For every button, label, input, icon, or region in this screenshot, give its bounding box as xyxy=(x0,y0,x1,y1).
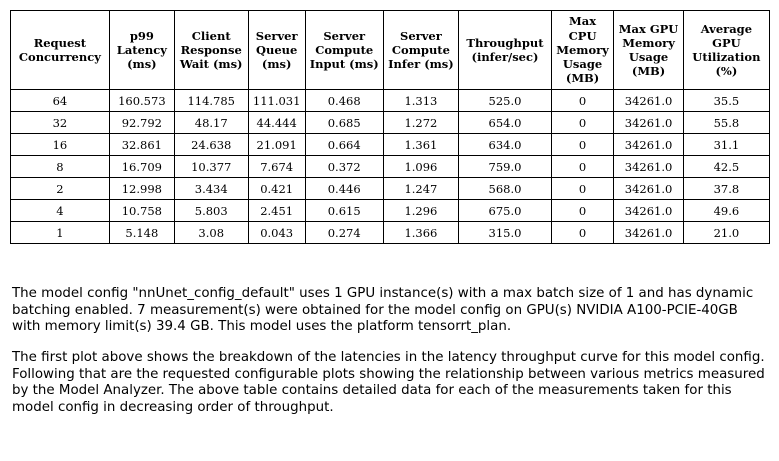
table-cell: 7.674 xyxy=(248,156,305,178)
header-max-gpu-memory: Max GPU Memory Usage (MB) xyxy=(614,11,683,90)
table-header-row xyxy=(11,11,770,90)
table-cell: 34261.0 xyxy=(614,222,683,244)
table-cell: 1.296 xyxy=(383,200,459,222)
table-cell: 0.043 xyxy=(248,222,305,244)
table-cell: 0 xyxy=(551,90,614,112)
table-row xyxy=(11,156,770,178)
table-cell: 1.096 xyxy=(383,156,459,178)
table-cell: 10.377 xyxy=(174,156,248,178)
table-cell: 3.434 xyxy=(174,178,248,200)
table-cell: 1 xyxy=(11,222,110,244)
header-server-compute-input: Server Compute Input (ms) xyxy=(305,11,383,90)
header-throughput: Throughput (infer/sec) xyxy=(459,11,551,90)
header-server-compute-infer: Server Compute Infer (ms) xyxy=(383,11,459,90)
table-cell: 3.08 xyxy=(174,222,248,244)
table-cell: 654.0 xyxy=(459,112,551,134)
header-server-queue: Server Queue (ms) xyxy=(248,11,305,90)
header-avg-gpu-utilization: Average GPU Utilization (%) xyxy=(683,11,769,90)
plots-description-paragraph: The first plot above shows the breakdown of the latencies in the latency throughput curve for this model config. Following that are the requested configurable plots showing the relationship between various metrics measured by the Model Analyzer. The above table contains detailed data for each of the measurements taken for this model config in decreasing order of throughput. xyxy=(12,350,765,415)
table-row xyxy=(11,178,770,200)
table-cell: 1.247 xyxy=(383,178,459,200)
table-cell: 35.5 xyxy=(683,90,769,112)
table-cell: 0 xyxy=(551,178,614,200)
table-cell: 31.1 xyxy=(683,134,769,156)
table-cell: 34261.0 xyxy=(614,134,683,156)
table-cell: 34261.0 xyxy=(614,200,683,222)
table-cell: 0 xyxy=(551,156,614,178)
table-cell: 0.446 xyxy=(305,178,383,200)
table-cell: 0.274 xyxy=(305,222,383,244)
table-cell: 2 xyxy=(11,178,110,200)
table-cell: 634.0 xyxy=(459,134,551,156)
table-cell: 55.8 xyxy=(683,112,769,134)
table-cell: 34261.0 xyxy=(614,90,683,112)
model-config-summary-paragraph: The model config "nnUnet_config_default" uses 1 GPU instance(s) with a max batch size of 1 and has dynamic batching enabled. 7 measurement(s) were obtained for the model config on GPU(s) NVIDIA A100-PCIE-40GB with memory limit(s) 39.4 GB. This model uses the platform tensorrt_plan. xyxy=(12,286,754,335)
table-cell: 2.451 xyxy=(248,200,305,222)
table-cell: 49.6 xyxy=(683,200,769,222)
table-cell: 16 xyxy=(11,134,110,156)
measurements-table-container xyxy=(10,10,770,244)
table-cell: 114.785 xyxy=(174,90,248,112)
table-cell: 0.421 xyxy=(248,178,305,200)
table-cell: 160.573 xyxy=(109,90,174,112)
table-cell: 0.685 xyxy=(305,112,383,134)
table-cell: 37.8 xyxy=(683,178,769,200)
header-p99-latency: p99 Latency (ms) xyxy=(109,11,174,90)
table-cell: 0 xyxy=(551,134,614,156)
table-cell: 111.031 xyxy=(248,90,305,112)
table-cell: 0 xyxy=(551,200,614,222)
table-cell: 34261.0 xyxy=(614,178,683,200)
table-cell: 1.313 xyxy=(383,90,459,112)
table-row xyxy=(11,134,770,156)
header-request-concurrency: Request Concurrency xyxy=(11,11,110,90)
table-cell: 5.148 xyxy=(109,222,174,244)
table-row xyxy=(11,90,770,112)
table-cell: 16.709 xyxy=(109,156,174,178)
table-row xyxy=(11,200,770,222)
table-cell: 759.0 xyxy=(459,156,551,178)
table-cell: 4 xyxy=(11,200,110,222)
table-cell: 21.0 xyxy=(683,222,769,244)
table-cell: 0.615 xyxy=(305,200,383,222)
table-cell: 21.091 xyxy=(248,134,305,156)
table-cell: 42.5 xyxy=(683,156,769,178)
table-cell: 12.998 xyxy=(109,178,174,200)
table-cell: 48.17 xyxy=(174,112,248,134)
table-cell: 1.272 xyxy=(383,112,459,134)
header-client-response-wait: Client Response Wait (ms) xyxy=(174,11,248,90)
table-cell: 32 xyxy=(11,112,110,134)
table-cell: 0.468 xyxy=(305,90,383,112)
table-cell: 675.0 xyxy=(459,200,551,222)
table-cell: 1.361 xyxy=(383,134,459,156)
table-cell: 8 xyxy=(11,156,110,178)
table-row xyxy=(11,112,770,134)
table-cell: 32.861 xyxy=(109,134,174,156)
table-cell: 0.664 xyxy=(305,134,383,156)
table-cell: 5.803 xyxy=(174,200,248,222)
table-cell: 64 xyxy=(11,90,110,112)
table-cell: 568.0 xyxy=(459,178,551,200)
table-cell: 34261.0 xyxy=(614,112,683,134)
table-cell: 315.0 xyxy=(459,222,551,244)
measurements-table xyxy=(10,10,770,244)
table-row xyxy=(11,222,770,244)
table-cell: 24.638 xyxy=(174,134,248,156)
table-cell: 525.0 xyxy=(459,90,551,112)
table-cell: 0 xyxy=(551,112,614,134)
table-cell: 0.372 xyxy=(305,156,383,178)
header-max-cpu-memory: Max CPU Memory Usage (MB) xyxy=(551,11,614,90)
table-cell: 0 xyxy=(551,222,614,244)
table-cell: 44.444 xyxy=(248,112,305,134)
table-cell: 1.366 xyxy=(383,222,459,244)
table-cell: 92.792 xyxy=(109,112,174,134)
table-cell: 34261.0 xyxy=(614,156,683,178)
table-cell: 10.758 xyxy=(109,200,174,222)
